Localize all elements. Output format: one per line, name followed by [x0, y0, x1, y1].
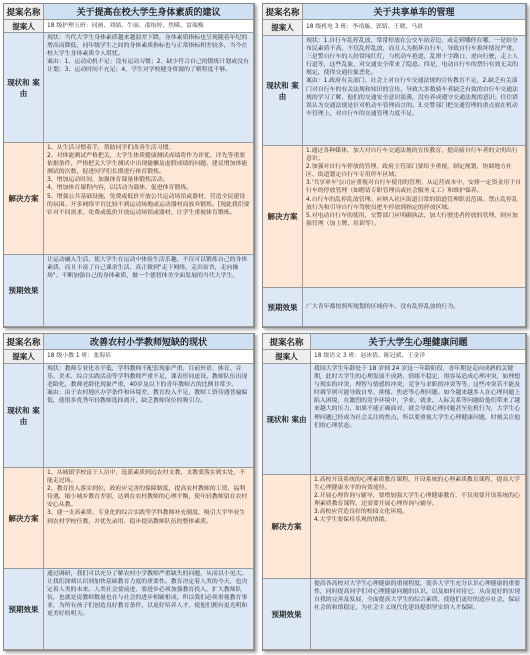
solution-label: 解决方案 — [4, 143, 44, 255]
status-label: 现状和 案由 — [263, 364, 311, 475]
proposer-label: 提案人 — [263, 20, 303, 36]
topic-label: 提案名称 — [263, 4, 303, 20]
effect-value: 广大青年都按照所规划的区域停车，没有乱停乱放的行为。 — [303, 288, 526, 327]
proposal-card-bike-sharing — [262, 3, 527, 328]
proposal-title: 关于共享单车的管理 — [303, 4, 526, 20]
solution-value: 1.通过各种媒体，加大对自行车交通法规的宣传教育，提高骑自行车者的文明出行意识； 2.加强对自行车停放的管理，政府主管部门要给予重视，制定规划，协调地方社区、街道划定自行车专用停车区域； 3.'共享单车'公司应重视对自行车使用的管理，从运营成本中，安排一定资金用于自行车的停放管理（如聘请专职管理员或社会服务义工）和维护保养。 4.自行车的乱停乱放管理。应纳入社区街道日常的街道管理职责范围。禁止乱停乱放行为和引导自行车驾驶员把车停放到指定的停放区域。 5.对电动自行车的使用，交警部门应明确执法，加大行驶违者停放的管理，则应加强管理（加上牌、培训等）。 — [303, 146, 526, 288]
proposer-label: 提案人 — [4, 350, 44, 364]
solution-label: 解决方案 — [4, 468, 44, 569]
proposal-title: 关于提高在校大学生身体素质的建议 — [44, 4, 254, 20]
proposal-title: 改善农村小学教师短缺的现状 — [44, 334, 254, 350]
solution-value: 1、从城镇学校富于人员中，选派素质到远农村支教，支教要落实到实处，不能走过场。 2、教育投入落实到位，政府应完善的保障制度，提高农村教师的工资、福利待遇，缩小城乡教育差别，达到在农村教师的心理平衡，使年轻教师留在农村安心从教。 3、建一支高素质、专业化的综合实践等学科教师补充制度，吸引大学毕业生到农村学校任教，并优先录用，稳步提高教师队伍的整体素质。 — [44, 468, 254, 569]
topic-label: 提案名称 — [4, 334, 44, 350]
status-label: 现状和 案由 — [263, 36, 303, 146]
proposer-value: 18 级语文 3 班：赵冰倩、陈冠斌、王金洋 — [311, 350, 526, 364]
proposer-label: 提案人 — [4, 20, 44, 33]
proposal-card-mental-health — [262, 333, 527, 651]
solution-label: 解决方案 — [263, 146, 303, 288]
status-value: 现状：1.自行车乱停乱放，常常停放在公交车站旁边，或走到哪停在哪，一是妨分布民素质不高，不仅乱停乱放，而且人为损坏自行车，导致自行车损坏情况严重。三是警自行车的人经常闯红灯，与机动车抢道，乱窜十字路口，逆向行驶，走上人行道等，这些乱象，对交通安全带来了隐患。四是，电动自行车的禁行有效无关的规定，使得交通拉象恶化。 案由：1.政府有关部门、社会上对自行车交通法规的宣传教育不足，2.缺乏有关部门对自行车的有关法规和知识的宣传，导致大多数骑车者缺乏有效的自行车交通法规的学习了解，他们的交通安全意识淡薄，没有养成遵守交通法规的意识；往往错误认为交通法规是针对机动车管理而言的。3.交警部门把交通管理的重点放在机动车管理上，对自行车的交通管理力度不足。 — [303, 36, 526, 146]
status-value: 现状：教师专业化水平低，学科教师不配套现象严重，目前外语、体育、音乐、美术、综合实践活动等学科教师严重不足，课表形同虚设。教师队伍出现老龄化，教师老龄化现象严重，40岁及以下的青年教师占的比例非常少。 案由：由于农村地区办学条件和环境差，教育投入不足，教师工资待遇普遍偏低，使很多优秀年轻教师选择离开，缺乏教师岗位的吸引力。 — [44, 364, 254, 468]
solution-value: 1、从生活习惯着手，帮助同学们改善生活习惯。 2、对体能测试严格把关，大学生体质健康测试成绩将作为评优、评先等重要依据条件，严格把关大学生测试中出现偷懒及虚假成绩的问题。建议增加体能测试的次数，促进同学们长期进行体育锻炼。 3、增加运动时间，加强体育课量体锻炼活动。 4、增加体育课程内容，以活动为载体，促进体育锻炼。 5、增强公共基础设施，免费或低价开放公共运动场馆或器材，营造全民建设的氛围。开多网络平台比较不到运动场地或运动器材而放弃锻炼。[现此我们要针对不同需求，免费或低价开放运动场馆或器材，让学生重视体育锻炼。 — [44, 143, 254, 255]
status-label: 现状和 案由 — [4, 364, 44, 468]
solution-label: 解决方案 — [263, 475, 311, 579]
effect-label: 预期效果 — [263, 579, 311, 650]
proposal-title: 关于大学生心理健康问题 — [311, 334, 526, 350]
solution-value: 1.高校开设系统的心理素质教育课程，开设系统的心理素质教育课程，提高大学生心理健康水平的有效途径。 2.开展心理咨询与辅导，要增加强大学生心理健康教育，不仅需要开设系统的心理素质教育课程，还需要开展心理咨询与辅导。 3.高校应营造良好的校园文化环境。 4.大学生要保持乐观的情绪。 — [311, 475, 526, 579]
proposer-label: 提案人 — [263, 350, 311, 364]
effect-value: 提高各高校对大学生心理健康的重视程度，使各大学生充分认识心理健康的重要性，同时提高同学们对心理健康问题的认识，以及如何对待它，从而更好的实现自我的完善及发展，全面提高大学生的综合素质，使他们更好的适应社会，保证社会的和谐稳定，为社会主义现代化建设提供坚实的人才保障。 — [311, 579, 526, 650]
topic-label: 提案名称 — [4, 4, 44, 20]
proposer-value: 18 级护理五班：同画、刘婧、牛丽、邵怡婷、焦晞、雷瑞梅 — [44, 20, 254, 33]
proposal-card-rural-teachers — [3, 333, 255, 651]
effect-value: 让运动融入生活，使大学生在运动中体验生活乐趣，不仅可以锻炼自己的身体素质，而且丰富了自己课余生活，真正做到"走下网络，走出宿舍，走向操场"。不断加强自己的身体素质，做一个德智体美全面发展的当代大学生。 — [44, 255, 254, 327]
status-value: 我国大学生年龄处于 18 岁到 24 岁这一年龄阶段，青年期是走向成熟的关键期，此时大学生的心理发展不成熟，情绪不稳定，很容易造成心理冲突，如理想与现实的冲突，理智与情感的冲突，竞争与求职的冲突等等，这些冲突若不能及时调节则可能导致自卑、抑郁、焦虑等心理问题。如今越来越多人在心理问题上陷入困境，在激烈的竞争环境中，学业、就业、人际关系等问题给他们带来了越来越大的压力，如果不能正确面对，就会导致心理问题甚至危机行为，大学生心理问题已经成为社会关注的焦点，所以要重视大学生心理健康问题，时刻关注他们的心理状态。 — [311, 364, 526, 475]
effect-value: 通过调研，我们可以充分了解农村小学教师严重缺失的问题，从而以小见大。让我们深刻认识到加快基础教育力度的重要性。教育决定着人类的今天，也决定着人类的未来。人类社会要前进，要进步必须加强教育投入，扩大教师队伍，也就是说教师数量也在与社会的进步相辅相成。所以我们必须重视教育事业，为所有孩子们创造良好教育条件，以更好培养人才，使他们拥有更光明和更美好的明天。 — [44, 569, 254, 650]
effect-label: 预期效果 — [263, 288, 303, 327]
effect-label: 预期效果 — [4, 569, 44, 650]
topic-label: 提案名称 — [263, 334, 311, 350]
status-label: 现状和 案由 — [4, 33, 44, 143]
status-value: 现状：当代大学生身体素质越来越弱差下降，身体素质指标也呈现随着年纪的增高而降低，同年级学生之间的身体素质指标也与正常指标相差较多，当今在校大学生身体素质令人堪忧。 案由：1、运动动机不足；没有运动习惯；2、缺少符合自己的锻炼计划或没有计划；3、运动时间不充足；4、学生对学校健身资源的了解程度不够。 — [44, 33, 254, 143]
proposer-value: 18 级机电 3 班：李靖璇、郭婧、王晓、马晨 — [303, 20, 526, 36]
proposal-card-fitness — [3, 3, 255, 328]
proposer-value: 18 级小教 1 班：张海培 — [44, 350, 254, 364]
effect-label: 预期效果 — [4, 255, 44, 327]
